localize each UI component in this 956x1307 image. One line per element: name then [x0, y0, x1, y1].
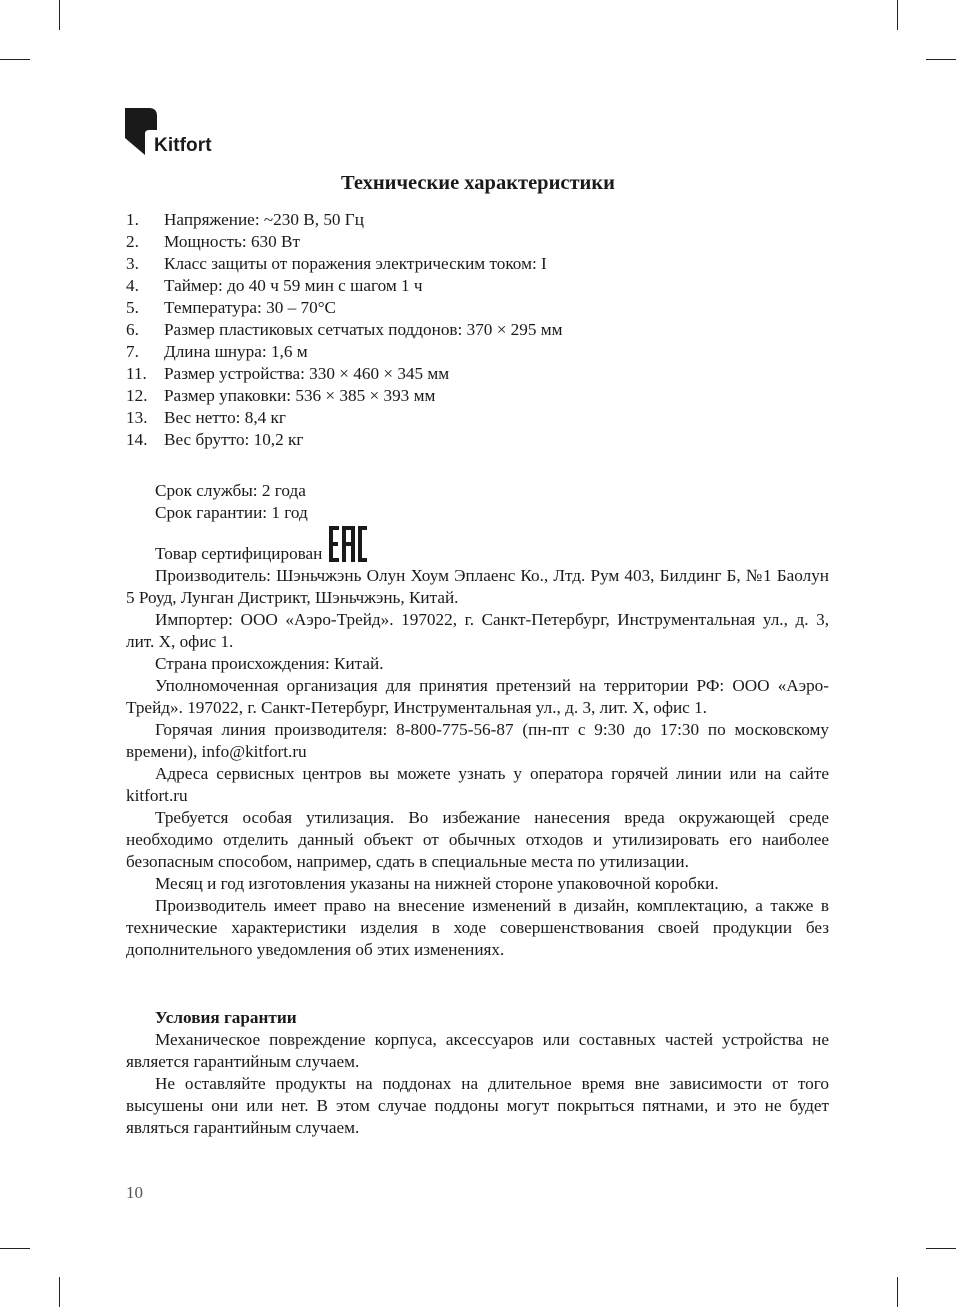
country-of-origin: Страна происхождения: Китай. — [155, 654, 384, 673]
service-life: Срок службы: 2 года — [155, 481, 306, 500]
importer: Импортер: ООО «Аэро-Трейд». 197022, г. Санкт-Петербург, Инструментальная ул., д. 3, лит. Х, офис 1. — [126, 610, 829, 651]
kitfort-logo-icon — [125, 108, 157, 156]
hotline: Горячая линия производителя: 8-800-775-56-87 (пн-пт с 9:30 до 17:30 по московскому времени), info@kitfort.ru — [126, 720, 829, 761]
spec-item: 13. Вес нетто: 8,4 кг — [126, 408, 286, 427]
page-number: 10 — [126, 1183, 143, 1202]
spec-item: 7. Длина шнура: 1,6 м — [126, 342, 308, 361]
crop-mark — [926, 1248, 956, 1249]
spec-item: 4. Таймер: до 40 ч 59 мин с шагом 1 ч — [126, 276, 423, 295]
warranty-paragraph: Не оставляйте продукты на поддонах на длительное время вне зависимости от того высушены они или нет. В этом случае поддоны могут покрыться пятнами, и это не будет являться гарантийным случаем. — [126, 1074, 829, 1137]
spec-item: 14. Вес брутто: 10,2 кг — [126, 430, 304, 449]
spec-item: 6. Размер пластиковых сетчатых поддонов: 370 × 295 мм — [126, 320, 563, 339]
warranty-period: Срок гарантии: 1 год — [155, 503, 308, 522]
spec-item: 1. Напряжение: ~230 В, 50 Гц — [126, 210, 364, 229]
crop-mark — [0, 59, 30, 60]
product-info — [126, 480, 829, 961]
eac-mark-icon — [328, 524, 368, 564]
warranty-paragraph: Механическое повреждение корпуса, аксессуаров или составных частей устройства не является гарантийным случаем. — [126, 1030, 829, 1071]
warranty-section — [126, 1007, 829, 1139]
spec-item: 11. Размер устройства: 330 × 460 × 345 мм — [126, 364, 450, 383]
spec-item: 12. Размер упаковки: 536 × 385 × 393 мм — [126, 386, 436, 405]
authorized-organization: Уполномоченная организация для принятия претензий на территории РФ: ООО «Аэро-Трейд». 197022, г. Санкт-Петербург, Инструментальная ул., д. 3, лит. Х, офис 1. — [126, 676, 829, 717]
warranty-title: Условия гарантии — [155, 1008, 297, 1027]
service-centers: Адреса сервисных центров вы можете узнать у оператора горячей линии или на сайте kitfort.ru — [126, 764, 829, 805]
spec-item: 2. Мощность: 630 Вт — [126, 232, 301, 251]
crop-mark — [59, 1277, 60, 1307]
certification-row — [126, 524, 829, 565]
crop-mark — [59, 0, 60, 30]
spec-item: 5. Температура: 30 – 70°C — [126, 298, 337, 317]
spec-list — [126, 209, 826, 451]
brand-name: Kitfort — [154, 135, 212, 156]
crop-mark — [926, 59, 956, 60]
spec-item: 3. Класс защиты от поражения электрическим током: I — [126, 254, 547, 273]
crop-mark — [0, 1248, 30, 1249]
certified-text: Товар сертифицирован — [155, 544, 323, 563]
page-title: Технические характеристики — [341, 172, 615, 194]
disposal-note: Требуется особая утилизация. Во избежание нанесения вреда окружающей среде необходимо отделить данный объект от обычных отходов и утилизировать его наиболее безопасным способом, например, сдать в специальные места по утилизации. — [126, 808, 829, 871]
crop-mark — [897, 1277, 898, 1307]
manufacturer: Производитель: Шэньчжэнь Олун Хоум Эплаенс Ко., Лтд. Рум 403, Билдинг Б, №1 Баолун 5 Роуд, Лунган Дистрикт, Шэньчжэнь, Китай. — [126, 566, 829, 607]
crop-mark — [897, 0, 898, 30]
changes-note: Производитель имеет право на внесение изменений в дизайн, комплектацию, а также в технические характеристики изделия в ходе совершенствования своей продукции без дополнительного уведомления об этих изменениях. — [126, 896, 829, 959]
production-date-note: Месяц и год изготовления указаны на нижней стороне упаковочной коробки. — [155, 874, 719, 893]
